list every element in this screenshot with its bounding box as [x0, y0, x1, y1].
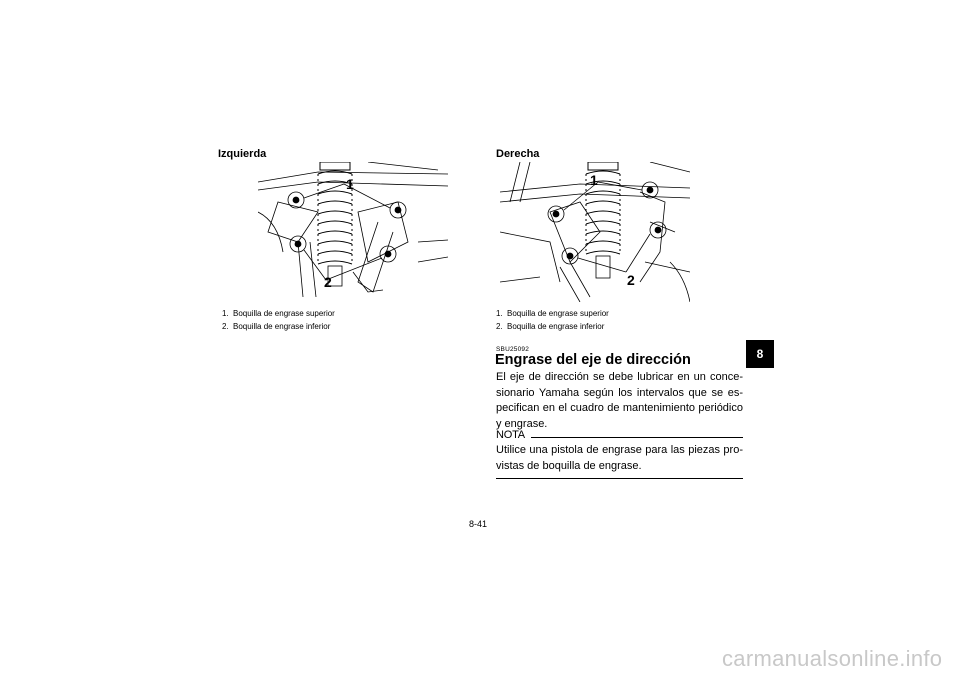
right-caption-item: 1. Boquilla de engrase superior	[496, 309, 609, 318]
grease-fitting-lower-right	[650, 222, 666, 238]
grease-fitting-lower-left	[290, 236, 306, 252]
note-label: NOTA	[496, 429, 525, 441]
page-number: 8-41	[469, 519, 488, 529]
note-divider	[531, 437, 743, 438]
section-paragraph: El eje de dirección se debe lubricar en un conce-sionario Yamaha según los intervalos que se es-pecifican en el cuadro de mantenimiento periódico y engrase.	[496, 371, 743, 430]
section-code: SBU25092	[496, 346, 530, 353]
left-callout-1: 1	[346, 176, 354, 192]
grease-fitting-upper-left	[288, 192, 304, 208]
left-figure-heading: Izquierda	[218, 148, 267, 160]
grease-fitting-lower-right	[380, 246, 396, 262]
section-title: Engrase del eje de dirección	[495, 352, 691, 368]
grease-fitting-upper-right	[390, 202, 406, 218]
right-callout-1: 1	[590, 172, 598, 188]
note-end-divider	[496, 478, 743, 479]
right-figure-heading: Derecha	[496, 148, 540, 160]
left-caption-item: 2. Boquilla de engrase inferior	[222, 322, 331, 331]
right-caption-item: 2. Boquilla de engrase inferior	[496, 322, 605, 331]
note-text: Utilice una pistola de engrase para las piezas pro-vistas de boquilla de engrase.	[496, 444, 743, 472]
left-caption-list	[222, 307, 335, 333]
left-caption-item: 1. Boquilla de engrase superior	[222, 309, 335, 318]
note-header	[496, 429, 743, 441]
right-caption-list	[496, 307, 609, 333]
right-callout-2: 2	[627, 272, 635, 288]
watermark: carmanualsonline.info	[722, 646, 943, 671]
left-callout-2: 2	[324, 274, 332, 290]
chapter-tab: 8	[746, 340, 774, 368]
